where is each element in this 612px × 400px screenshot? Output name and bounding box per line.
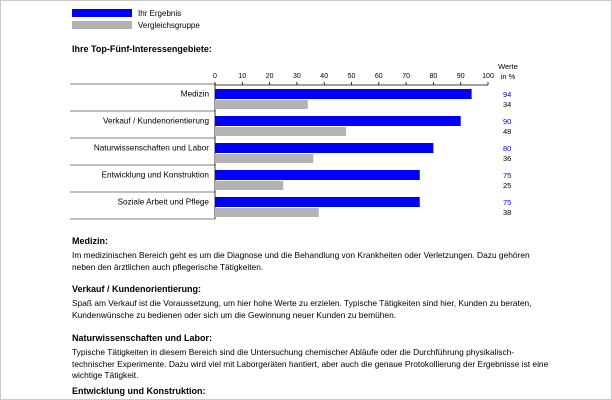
value-label-vergleichsgruppe: 25 <box>503 181 512 190</box>
bar-ihr-ergebnis <box>215 170 420 180</box>
x-tick-label: 30 <box>293 73 301 80</box>
bar-vergleichsgruppe <box>215 208 319 217</box>
section-title: Ihre Top-Fünf-Interessengebiete: <box>72 44 212 54</box>
bar-vergleichsgruppe <box>215 154 313 163</box>
legend-label: Vergleichsgruppe <box>138 20 200 30</box>
bar-ihr-ergebnis <box>215 89 472 99</box>
description-title: Verkauf / Kundenorientierung: <box>72 284 202 294</box>
bar-vergleichsgruppe <box>215 100 308 109</box>
description-title: Naturwissenschaften und Labor: <box>72 333 213 343</box>
values-header-unit: in % <box>500 72 516 81</box>
x-tick-label: 50 <box>347 73 356 80</box>
description-block <box>72 386 552 400</box>
x-tick-label: 40 <box>320 73 329 80</box>
description-block <box>72 236 552 273</box>
x-tick-label: 70 <box>402 73 410 80</box>
values-header-label: Werte <box>498 62 518 71</box>
category-label: Medizin <box>180 89 209 99</box>
description-text: Im medizinischen Bereich geht es um die Diagnose und die Behandlung von Krankheiten oder Verletzungen. Dazu gehören neben den ärztlichen auch pflegerische Tätigkeiten. <box>72 250 530 272</box>
category-label: Naturwissenschaften und Labor <box>93 143 209 153</box>
value-label-ihr-ergebnis: 75 <box>503 171 512 180</box>
bar-vergleichsgruppe <box>215 127 346 136</box>
category-label: Verkauf / Kundenorientierung <box>102 116 209 126</box>
value-label-vergleichsgruppe: 38 <box>503 208 512 217</box>
value-label-ihr-ergebnis: 75 <box>503 198 512 207</box>
value-label-vergleichsgruppe: 34 <box>503 100 512 109</box>
description-block <box>72 333 552 381</box>
x-tick-label: 80 <box>429 73 438 80</box>
x-tick-label: 100 <box>482 73 494 80</box>
description-text: Typische Tätigkeiten in diesem Bereich sind die Untersuchung chemischer Abläufe oder die Durchführung physikalisch-technischer Experimente. Dazu wird viel mit Laborgeräten hantiert, aber auch die genaue Protokollierung der Ergebnisse ist eine wichtige Tätigkeit. <box>72 347 549 380</box>
bar-ihr-ergebnis <box>215 197 420 207</box>
value-label-ihr-ergebnis: 80 <box>503 144 512 153</box>
x-tick-label: 10 <box>238 73 247 80</box>
value-label-vergleichsgruppe: 36 <box>503 154 512 163</box>
value-label-vergleichsgruppe: 48 <box>503 127 512 136</box>
description-block <box>72 284 552 321</box>
description-title: Entwicklung und Konstruktion: <box>72 386 206 396</box>
value-label-ihr-ergebnis: 90 <box>503 117 512 126</box>
bar-vergleichsgruppe <box>215 181 283 190</box>
bar-ihr-ergebnis <box>215 116 461 126</box>
category-label: Soziale Arbeit und Pflege <box>117 197 209 207</box>
legend-label: Ihr Ergebnis <box>138 8 182 18</box>
value-label-ihr-ergebnis: 94 <box>503 90 512 99</box>
x-tick-label: 60 <box>374 73 383 80</box>
description-title: Medizin: <box>72 236 108 246</box>
x-tick-label: 20 <box>265 73 274 80</box>
category-label: Entwicklung und Konstruktion <box>101 170 209 180</box>
x-tick-label: 90 <box>456 73 465 80</box>
description-text: Spaß am Verkauf ist die Voraussetzung, um hier hohe Werte zu erzielen. Typische Tätigkeiten sind hier, Kunden zu beraten, Kundenwünsche zu bedienen oder sich um die Gewinnung neuer Kunden zu bemühen. <box>72 298 532 320</box>
bar-ihr-ergebnis <box>215 143 433 153</box>
x-tick-label: 0 <box>213 73 217 80</box>
